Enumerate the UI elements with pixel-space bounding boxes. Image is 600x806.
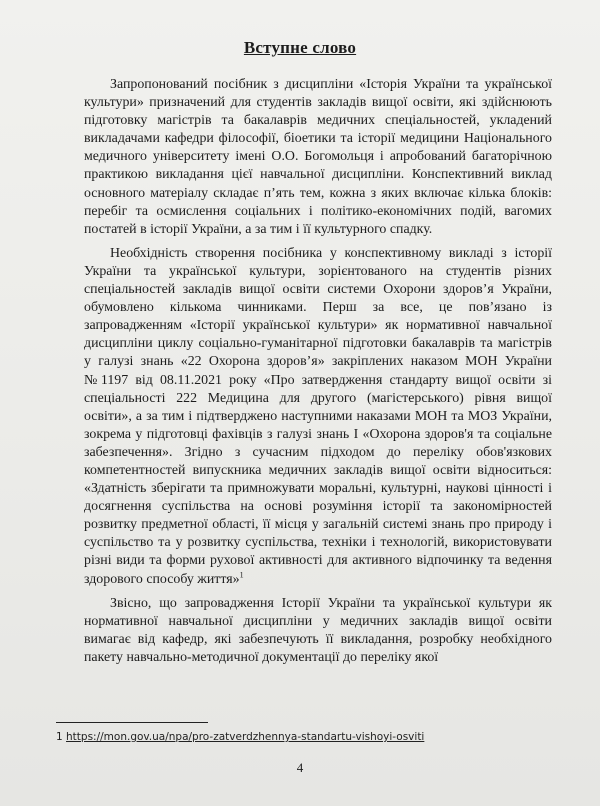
footnote-ref-1[interactable]: 1	[239, 569, 244, 579]
page-title: Вступне слово	[243, 38, 357, 57]
paragraph-necessity	[84, 245, 552, 589]
paragraph-implementation	[84, 595, 552, 667]
footnote-marker: 1	[56, 731, 63, 743]
footnote	[56, 731, 424, 743]
paragraph-intro-text: Запропонований посібник з дисципліни «Історія України та української культури» призначений для студентів закладів вищої освіти, які здійснюють підготовку магістрів та бакалаврів медичних спеціальностей, укладений викладачами кафедри філософії, біоетики та історії медицини Національного медичного університету імені О.О. Богомольця і апробований багаторічною практикою викладання цієї навчальної дисципліни. Конспективний виклад основного матеріалу складає п’ять тем, кожна з яких включає кілька блоків: перебіг та осмислення соціальних і політико-економічних подій, вагомих постатей в історії України, а за тим і її культурного спадку.	[84, 77, 552, 237]
paragraph-intro	[84, 76, 552, 239]
footnote-divider	[56, 722, 208, 723]
paragraph-necessity-text: Необхідність створення посібника у конспективному викладі з історії України та української культури, зорієнтованого на студентів різних спеціальностей закладів вищої освіти системи Охорони здоров’я України, обумовлено кількома чинниками. Перш за все, це пов’язано із запровадженням «Історії української культури» як нормативної навчальної дисципліни циклу соціально-гуманітарної підготовки бакалаврів та магістрів у галузі знань «22 Охорона здоров’я» закріплених наказом МОН України №1197 від 08.11.2021 року «Про затвердження стандарту вищої освіти зі спеціальності 222 Медицина для другого (магістерського) рівня вищої освіти», а за тим і підтверджено наступними наказами МОН та МОЗ України, зокрема у підготовці фахівців з галузі знань I «Охорона здоров'я та соціальне забезпечення». Згідно з сучасним підходом до переліку обов'язкових компетентностей випускника медичних закладів вищої освіти відноситься: «Здатність зберігати та примножувати моральні, культурні, наукові цінності і досягнення суспільства на основі розуміння історії та закономірностей розвитку предметної області, її місця у загальній системі знань про природу і суспільство та у розвитку суспільства, техніки і технологій, використовувати різні види та форми рухової активності для активного відпочинку та ведення здорового способу життя»	[84, 245, 552, 587]
paragraph-implementation-text: Звісно, що запровадження Історії України та української культури як нормативної навчальної дисципліни у медичних закладів вищої освіти вимагає від кафедр, які забезпечують її викладання, розробку необхідного пакету навчально-методичної документації до переліку якої	[84, 595, 552, 665]
page-number: 4	[296, 760, 304, 775]
footnote-link[interactable]: https://mon.gov.ua/npa/pro-zatverdzhennya-standartu-vishoyi-osviti	[66, 731, 425, 743]
body-text	[84, 76, 552, 667]
